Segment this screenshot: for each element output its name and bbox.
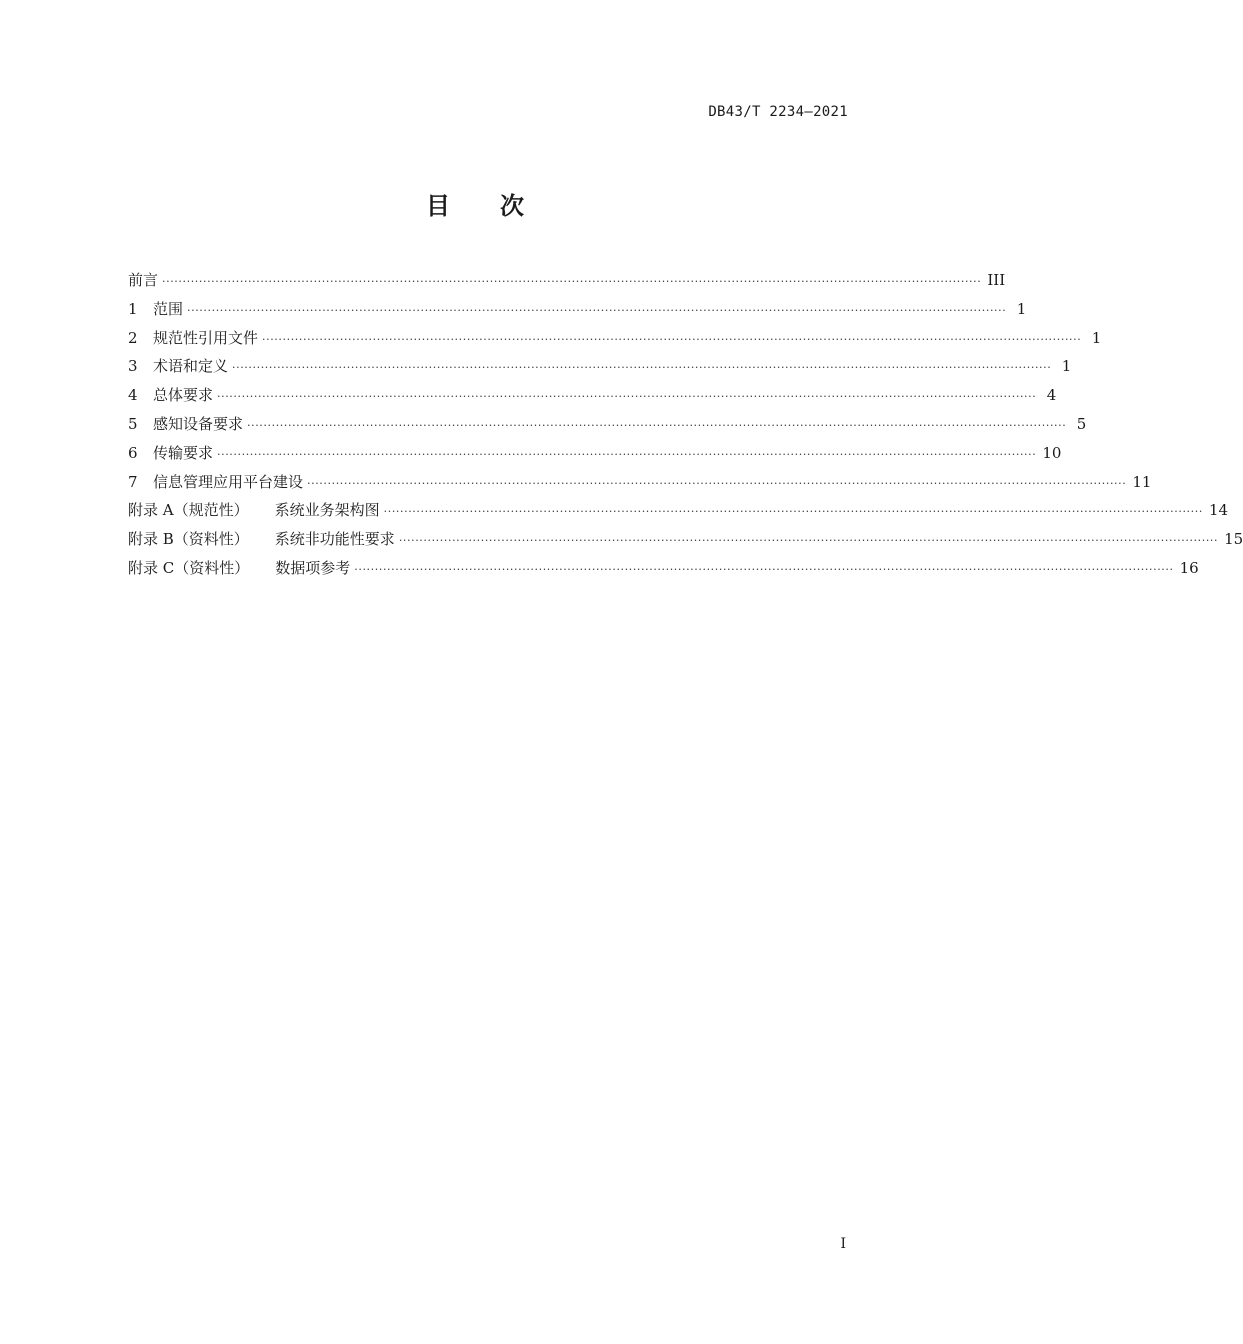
toc-entry-number: 3 <box>128 357 138 376</box>
toc-appendix-label: 附录 B（资料性） <box>128 530 249 549</box>
toc-entry-5[interactable] <box>128 410 1087 439</box>
toc-entry-2[interactable] <box>128 324 1102 353</box>
toc-entry-text: 前言 <box>128 271 159 289</box>
toc-entry-text: 传输要求 <box>153 443 214 462</box>
toc-list <box>128 266 1243 583</box>
toc-entry-number: 2 <box>128 328 138 347</box>
toc-entry-text: 感知设备要求 <box>153 414 244 433</box>
toc-entry-6[interactable] <box>128 439 1062 468</box>
toc-entry-1[interactable] <box>128 295 1027 324</box>
toc-entry-number: 7 <box>128 472 138 491</box>
toc-entry-number: 1 <box>128 299 138 318</box>
toc-entry-number: 6 <box>128 443 138 462</box>
toc-entry-text: 规范性引用文件 <box>153 328 259 347</box>
toc-entry-text: 总体要求 <box>153 386 214 405</box>
toc-entry-page: 15 <box>1224 530 1243 549</box>
toc-leader: ········································································································································································································ <box>383 505 1203 519</box>
toc-entry-text: 术语和定义 <box>153 357 229 376</box>
document-code: DB43/T 2234—2021 <box>708 104 848 120</box>
toc-entry-page: 5 <box>1076 414 1087 433</box>
toc-entry-page: III <box>987 271 1006 289</box>
page-number: I <box>840 1236 846 1252</box>
toc-entry-number: 5 <box>128 414 138 433</box>
toc-entry-text: 数据项参考 <box>275 558 351 577</box>
toc-entry-appendix-b[interactable] <box>128 525 1243 554</box>
toc-title-right: 次 <box>500 192 524 220</box>
toc-entry-3[interactable] <box>128 352 1072 381</box>
toc-entry-page: 4 <box>1046 386 1057 405</box>
toc-leader: ········································································································································································································ <box>398 534 1219 548</box>
toc-entry-7[interactable] <box>128 468 1152 497</box>
toc-entry-appendix-a[interactable] <box>128 496 1229 525</box>
toc-entry-page: 1 <box>1061 357 1072 376</box>
toc-title <box>0 186 950 221</box>
toc-leader: ········································································································································································································ <box>187 303 1007 317</box>
toc-entry-4[interactable] <box>128 381 1057 410</box>
toc-leader: ········································································································································································································ <box>247 418 1067 432</box>
toc-entry-text: 范围 <box>153 299 184 318</box>
toc-leader: ········································································································································································································ <box>354 562 1174 576</box>
toc-leader: ········································································································································································································ <box>262 332 1082 346</box>
toc-leader: ········································································································································································································ <box>232 361 1052 375</box>
toc-entry-page: 10 <box>1042 443 1062 462</box>
toc-entry-text: 信息管理应用平台建设 <box>153 472 304 491</box>
toc-leader: ········································································································································································································ <box>217 390 1037 404</box>
toc-entry-appendix-c[interactable] <box>128 554 1199 583</box>
toc-entry-page: 1 <box>1016 299 1027 318</box>
toc-entry-page: 11 <box>1132 472 1152 491</box>
toc-leader: ········································································································································································································ <box>307 476 1127 490</box>
toc-appendix-label: 附录 C（资料性） <box>128 558 250 577</box>
toc-appendix-label: 附录 A（规范性） <box>128 501 249 520</box>
toc-entry-page: 1 <box>1091 328 1102 347</box>
toc-entry-number: 4 <box>128 386 138 405</box>
toc-entry-text: 系统业务架构图 <box>274 501 380 520</box>
toc-entry-page: 14 <box>1208 501 1229 520</box>
toc-entry-page: 16 <box>1179 558 1199 577</box>
toc-entry-text: 系统非功能性要求 <box>274 530 395 549</box>
toc-title-left: 目 <box>426 192 450 220</box>
toc-leader: ········································································································································································································ <box>162 275 982 288</box>
toc-leader: ········································································································································································································ <box>217 447 1037 461</box>
toc-entry-preface[interactable] <box>128 266 1006 295</box>
